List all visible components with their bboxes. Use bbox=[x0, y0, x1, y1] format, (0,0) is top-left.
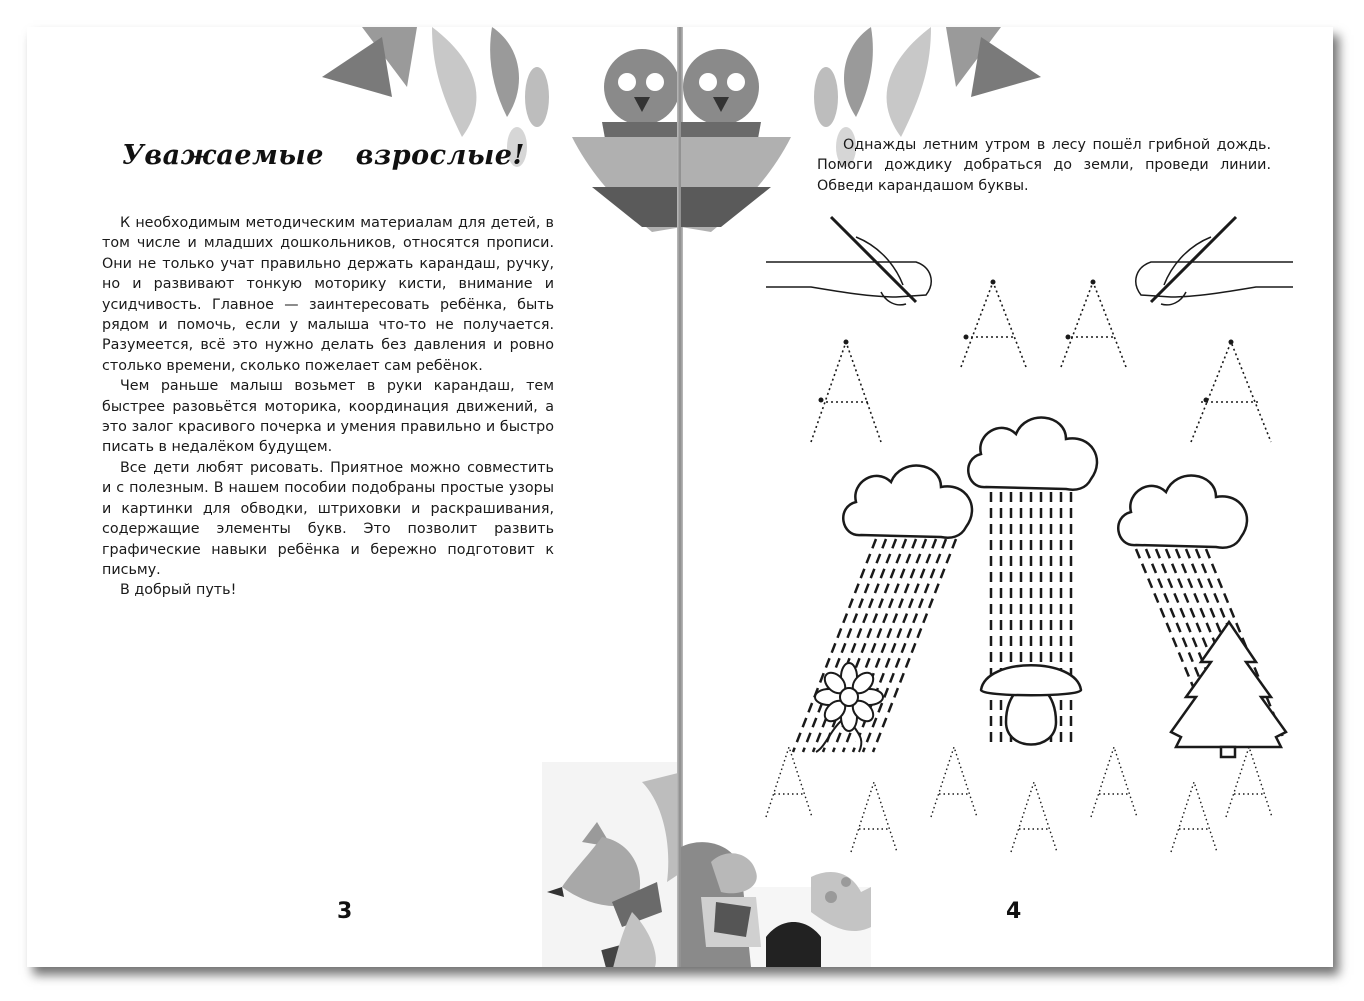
mushroom-icon bbox=[981, 665, 1081, 744]
left-hand-with-pencil-icon bbox=[766, 217, 931, 305]
hedgehog-illustration bbox=[681, 827, 871, 967]
paragraph: Все дети любят рисовать. Приятное можно совместить и с полезным. В нашем пособии подобраны простые узоры и картинки для обводки, штриховки и раскрашивания, содержащие элементы букв. Это позволит развить графические навыки ребёнка и бережно подготовит к письму. bbox=[102, 459, 554, 578]
page-number-left: 3 bbox=[337, 899, 353, 924]
cloud-center-icon bbox=[968, 418, 1097, 490]
cloud-right-icon bbox=[1118, 476, 1247, 548]
intro-text bbox=[102, 213, 554, 601]
left-page bbox=[27, 27, 679, 967]
book-spread bbox=[27, 27, 1333, 967]
paragraph: К необходимым методическим материалам для детей, в том числе и младших дошкольников, относятся прописи. Они не только учат правильно держать карандаш, ручку, но и развивают тонкую моторику кисти, внимание и усидчивость. Главное — заинтересовать ребёнка, быть рядом и помочь, если у малыша что-то не получается. Разумеется, всё это нужно делать без давления и ровно столько времени, сколько пожелает сам ребёнок. bbox=[102, 215, 554, 374]
page-heading: Уважаемые взрослые! bbox=[122, 140, 525, 171]
fox-illustration bbox=[542, 762, 679, 967]
task-instruction: Однажды летним утром в лесу пошёл грибной дождь. Помоги дождику добраться до земли, проведи линии. Обведи карандашом буквы. bbox=[817, 137, 1271, 194]
page-number-right: 4 bbox=[1006, 899, 1022, 924]
paragraph: Чем раньше малыш возьмет в руки карандаш, тем быстрее разовьётся моторика, координация движений, а это залог красивого почерка и умения правильно и быстро писать в недалёком будущем. bbox=[102, 378, 554, 456]
right-page bbox=[681, 27, 1333, 967]
tracing-worksheet bbox=[681, 207, 1333, 807]
owl-leaves-illustration-right bbox=[681, 27, 1041, 237]
right-hand-with-pencil-icon bbox=[1136, 217, 1293, 305]
paragraph: В добрый путь! bbox=[120, 582, 237, 599]
cloud-left-icon bbox=[843, 466, 972, 538]
owl-leaves-illustration-left bbox=[322, 27, 679, 237]
fir-tree-icon bbox=[1171, 622, 1286, 757]
